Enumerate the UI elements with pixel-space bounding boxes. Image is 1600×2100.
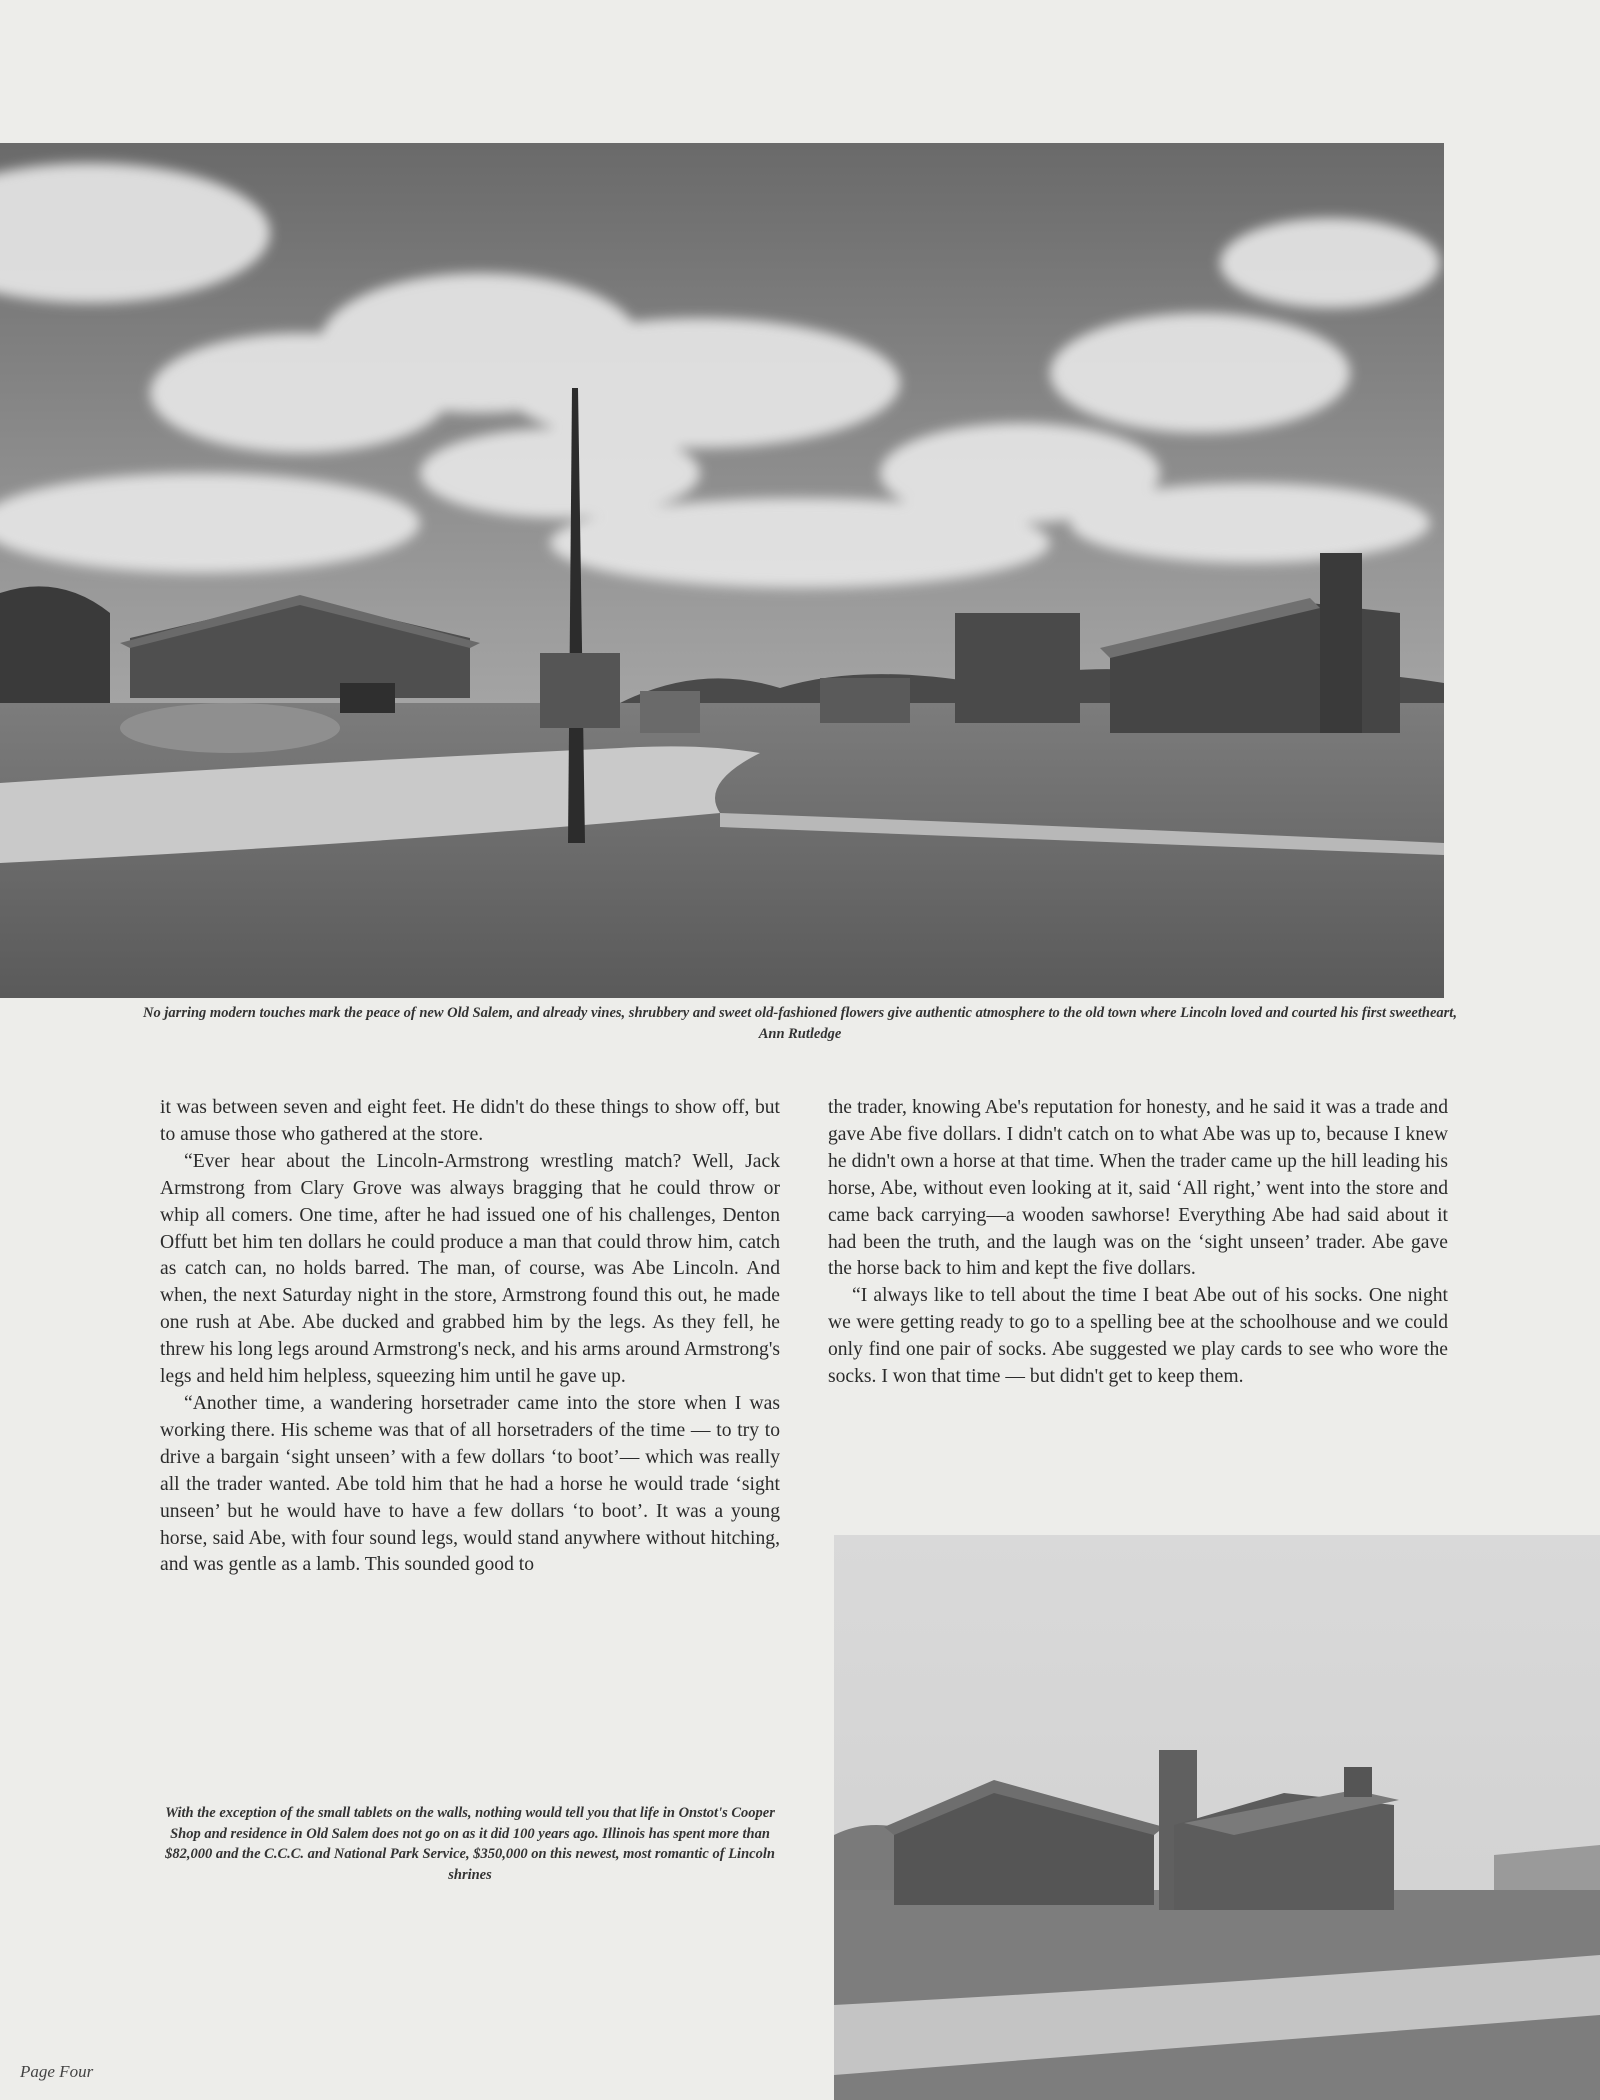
cooper-shop-photo-drawing xyxy=(834,1535,1600,2100)
left-paragraph-1: it was between seven and eight feet. He didn't do these things to show off, but to amuse those who gathered at the store. xyxy=(160,1097,780,1145)
left-paragraph-3: “Another time, a wandering horsetrader came into the store when I was working there. His scheme was that of all horsetraders of the time — to try to drive a bargain ‘sight unseen’ with a few dollars ‘to boot’— which was really all the trader wanted. Abe told him that he had a horse he would trade ‘sight unseen’ but he would have to have a few dollars ‘to boot’. It was a young horse, said Abe, with four sound legs, would stand anywhere without hitching, and was gentle as a lamb. This sounded good to xyxy=(160,1392,780,1576)
old-salem-village-photo xyxy=(0,143,1444,998)
page-number: Page Four xyxy=(20,2062,94,2081)
right-paragraph-2: “I always like to tell about the time I beat Abe out of his socks. One night we were getting ready to go to a spelling bee at the schoolhouse and we could only find one pair of socks. Abe suggested we play cards to see who wore the socks. I won that time — but didn't get to keep them. xyxy=(828,1285,1448,1388)
top-photo-caption: No jarring modern touches mark the peace of new Old Salem, and already vines, shrubbery and sweet old-fashioned flowers give authentic atmosphere to the old town where Lincoln loved and courted his first sweetheart, Ann Rutledge xyxy=(143,1005,1457,1042)
onstot-cooper-shop-photo xyxy=(834,1535,1600,2100)
left-paragraph-2: “Ever hear about the Lincoln-Armstrong wrestling match? Well, Jack Armstrong from Clary Grove was always bragging that he could throw or whip all comers. One time, after he had issued one of his challenges, Denton Offutt bet him ten dollars he could produce a man that could throw him, catch as catch can, no holds barred. The man, of course, was Abe Lincoln. And when, the next Saturday night in the store, Armstrong found this out, he made one rush at Abe. Abe ducked and grabbed him by the legs. As they fell, he threw his long legs around Armstrong's neck, and his arms around Armstrong's legs and held him helpless, squeezing him until he gave up. xyxy=(160,1150,780,1388)
article-left-column xyxy=(160,1095,780,1579)
village-photo-drawing xyxy=(0,143,1444,998)
bottom-photo-caption: With the exception of the small tablets on the walls, nothing would tell you that life in Onstot's Cooper Shop and residence in Old Salem does not go on as it did 100 years ago. Illinois has spent more than $82,000 and the C.C.C. and National Park Service, $350,000 on this newest, most romantic of Lincoln shrines xyxy=(165,1805,775,1883)
right-paragraph-1: the trader, knowing Abe's reputation for honesty, and he said it was a trade and gave Abe five dollars. I didn't catch on to what Abe was up to, because I knew he didn't own a horse at that time. When the trader came up the hill leading his horse, Abe, without even looking at it, said ‘All right,’ went into the store and came back carrying—a wooden sawhorse! Everything Abe had said about it had been the truth, and the laugh was on the ‘sight unseen’ trader. Abe gave the horse back to him and kept the five dollars. xyxy=(828,1097,1448,1280)
article-right-column xyxy=(828,1095,1448,1391)
